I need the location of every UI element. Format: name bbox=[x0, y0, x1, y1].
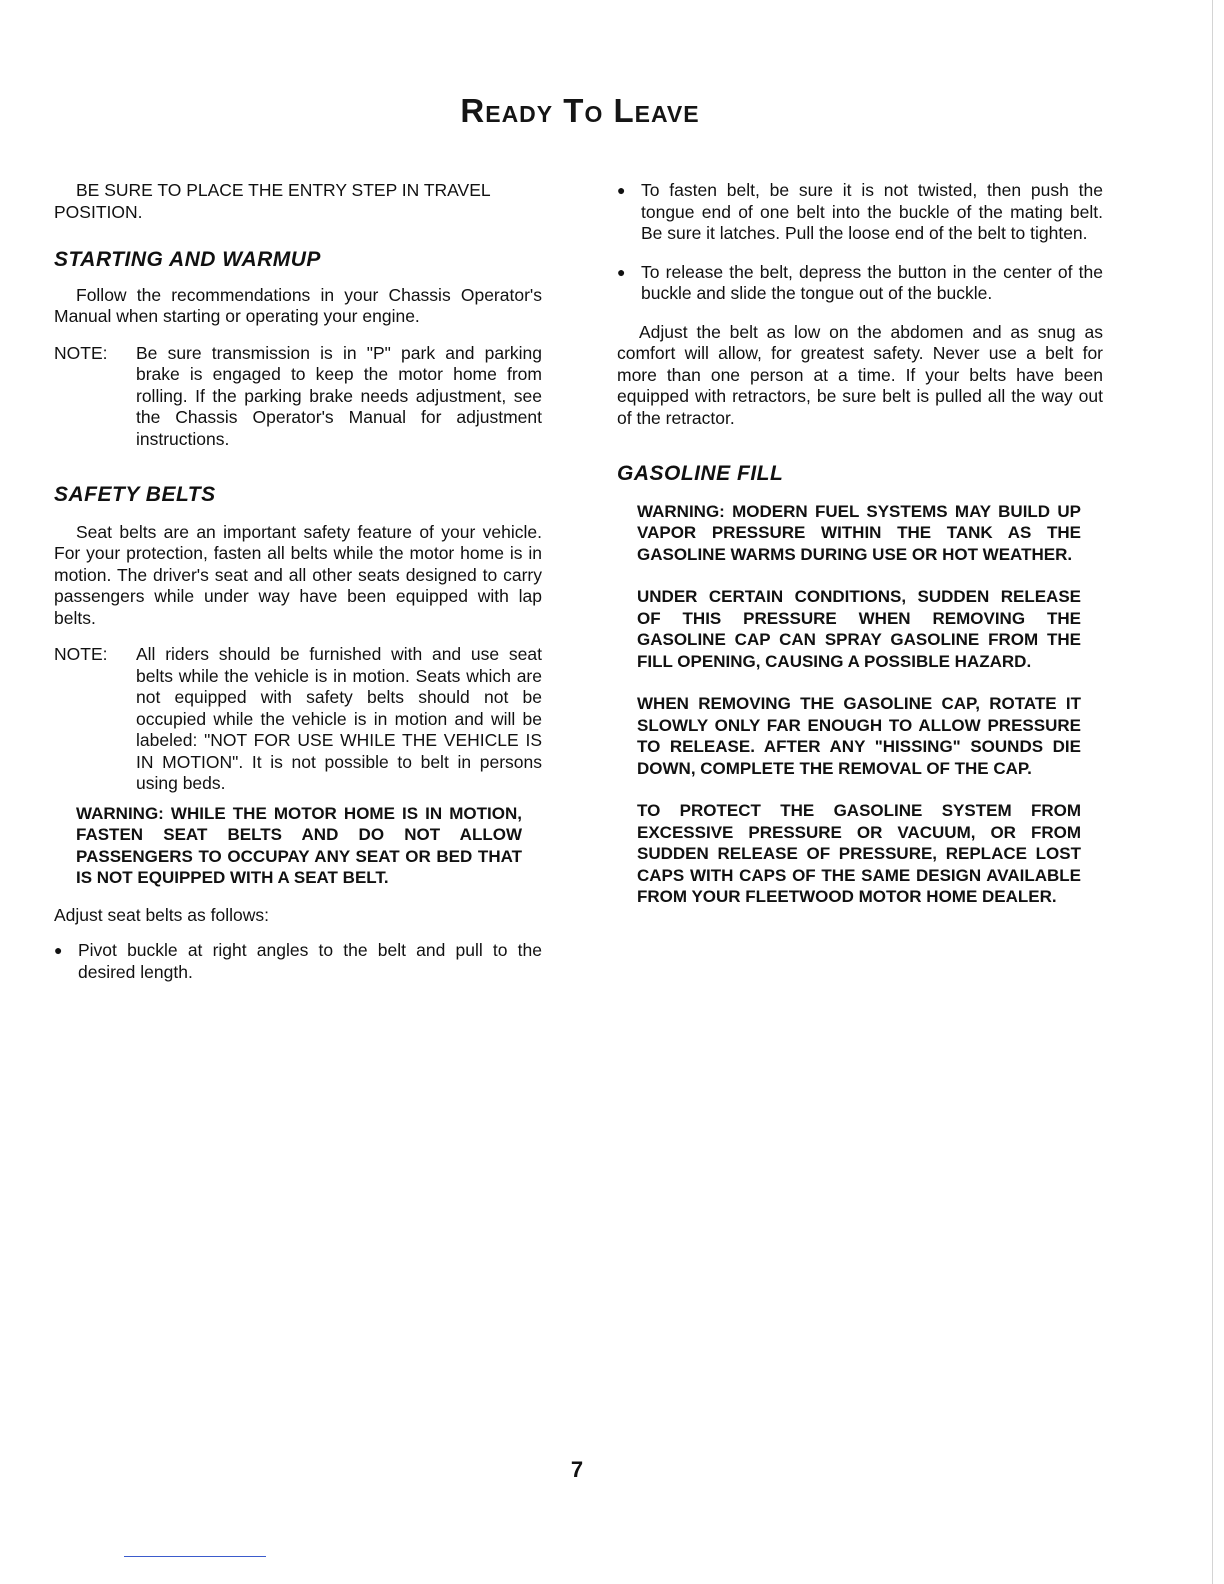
gasoline-fill-heading: GASOLINE FILL bbox=[617, 462, 784, 485]
page-number: 7 bbox=[570, 1457, 584, 1482]
sudden-release-warning: UNDER CERTAIN CONDITIONS, SUDDEN RELEASE OF THIS PRESSURE WHEN REMOVING THE GASOLINE CAP CAN SPRAY GASOLINE FROM THE FILL OPENING, CAUSING A POSSIBLE HAZARD. bbox=[637, 587, 1081, 671]
bullet-text: To fasten belt, be sure it is not twisted, then push the tongue end of one belt into the buckle of the mating belt. Be sure it latches. Pull the loose end of the belt to tighten. bbox=[641, 180, 1103, 243]
page-title: Ready To Leave bbox=[460, 92, 700, 129]
starting-paragraph: Follow the recommendations in your Chassis Operator's Manual when starting or operating your engine. bbox=[54, 284, 542, 326]
bullet-text: To release the belt, depress the button in the center of the buckle and slide the tongue out of the buckle. bbox=[641, 261, 1103, 303]
starting-heading: STARTING AND WARMUP bbox=[54, 248, 321, 271]
note-text: All riders should be furnished with and use seat belts while the vehicle is in motion. Seats which are not equipped with safety belts should not be occupied while the vehicle is in motion and will be labeled: "NOT FOR USE WHILE THE VEHICLE IS IN MOTION". It is not possible to belt in persons using beds. bbox=[136, 644, 542, 793]
bullet-text: Pivot buckle at right angles to the belt and pull to the desired length. bbox=[78, 940, 542, 982]
adjust-belt-paragraph: Adjust the belt as low on the abdomen and as snug as comfort will allow, for greatest safety. Never use a belt for more than one person at a time. If your belts have been equipped with retractors, be sure belt is pulled all the way out of the retractor. bbox=[617, 321, 1103, 428]
note-transmission bbox=[54, 343, 542, 451]
seat-belt-warning: WARNING: WHILE THE MOTOR HOME IS IN MOTION, FASTEN SEAT BELTS AND DO NOT ALLOW PASSENGERS TO OCCUPAY ANY SEAT OR BED THAT IS NOT EQUIPPED WITH A SEAT BELT. bbox=[76, 803, 522, 887]
left-column bbox=[54, 180, 542, 983]
note-label: NOTE: bbox=[54, 342, 108, 363]
note-riders bbox=[54, 644, 542, 795]
scan-edge-line bbox=[1212, 0, 1213, 1584]
adjust-belts-intro: Adjust seat belts as follows: bbox=[54, 904, 269, 925]
bullet-fasten-belt bbox=[617, 180, 1103, 245]
safety-belts-heading: SAFETY BELTS bbox=[54, 483, 216, 506]
footer-rule bbox=[124, 1556, 266, 1557]
note-label: NOTE: bbox=[54, 644, 108, 664]
entry-step-notice: BE SURE TO PLACE THE ENTRY STEP IN TRAVEL POSITION. bbox=[54, 180, 490, 222]
vapor-pressure-warning: WARNING: MODERN FUEL SYSTEMS MAY BUILD UP VAPOR PRESSURE WITHIN THE TANK AS THE GASOLINE WARMS DURING USE OR HOT WEATHER. bbox=[637, 501, 1081, 564]
safety-belts-paragraph: Seat belts are an important safety feature of your vehicle. For your protection, fasten all belts while the motor home is in motion. The driver's seat and all other seats designed to carry passengers while under way have been equipped with lap belts. bbox=[54, 521, 542, 628]
bullet-pivot-buckle bbox=[54, 940, 542, 983]
bullet-icon: ● bbox=[617, 182, 626, 198]
bullet-release-belt bbox=[617, 262, 1103, 305]
bullet-icon: ● bbox=[54, 942, 63, 958]
replace-caps-warning: TO PROTECT THE GASOLINE SYSTEM FROM EXCESSIVE PRESSURE OR VACUUM, OR FROM SUDDEN RELEASE OF PRESSURE, REPLACE LOST CAPS WITH CAPS OF THE SAME DESIGN AVAILABLE FROM YOUR FLEETWOOD MOTOR HOME DEALER. bbox=[637, 801, 1081, 906]
note-text: Be sure transmission is in "P" park and parking brake is engaged to keep the motor home from rolling. If the parking brake needs adjustment, see the Chassis Operator's Manual for adjustment instructions. bbox=[136, 342, 542, 449]
bullet-icon: ● bbox=[617, 263, 626, 280]
right-column bbox=[617, 180, 1103, 908]
remove-cap-warning: WHEN REMOVING THE GASOLINE CAP, ROTATE IT SLOWLY ONLY FAR ENOUGH TO ALLOW PRESSURE TO RELEASE. AFTER ANY "HISSING" SOUNDS DIE DOWN, COMPLETE THE REMOVAL OF THE CAP. bbox=[637, 694, 1081, 778]
